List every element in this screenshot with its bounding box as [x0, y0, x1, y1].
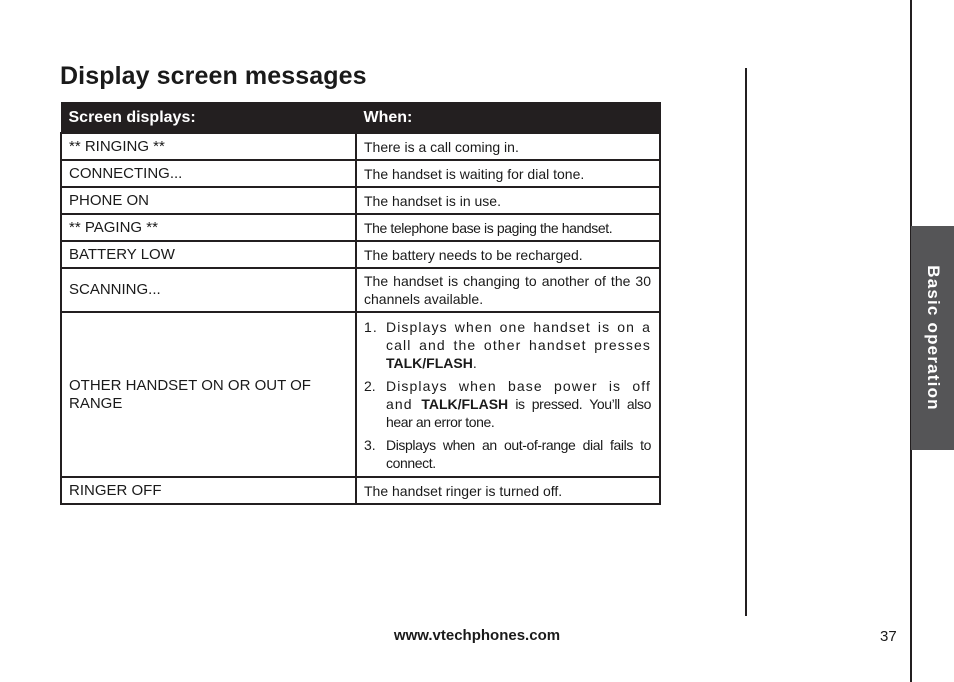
- key-name: TALK/FLASH: [421, 396, 509, 412]
- list-item: [364, 318, 651, 372]
- display-cell: SCANNING...: [61, 268, 356, 312]
- table-row: [61, 312, 660, 477]
- numbered-list: [364, 318, 651, 472]
- list-number: 3.: [364, 437, 376, 453]
- when-cell: The battery needs to be recharged.: [356, 241, 660, 268]
- when-cell: The handset is waiting for dial tone.: [356, 160, 660, 187]
- list-item-text: Displays when one handset is on a call and the other handset presses: [386, 319, 651, 353]
- page-number: 37: [880, 628, 897, 645]
- when-cell: [356, 312, 660, 477]
- when-cell: The handset is in use.: [356, 187, 660, 214]
- display-cell: BATTERY LOW: [61, 241, 356, 268]
- table-row: [61, 241, 660, 268]
- when-cell: The handset ringer is turned off.: [356, 477, 660, 504]
- list-item-text: Displays when an out-of-range dial fails to connect.: [386, 437, 651, 471]
- display-cell: PHONE ON: [61, 187, 356, 214]
- column-header-when: When:: [356, 103, 660, 134]
- display-cell: RINGER OFF: [61, 477, 356, 504]
- table-header-row: [61, 103, 660, 134]
- display-cell: OTHER HANDSET ON OR OUT OF RANGE: [61, 312, 356, 477]
- list-number: 1.: [364, 319, 378, 335]
- when-cell: The handset is changing to another of the 30 channels available.: [356, 268, 660, 312]
- key-name: TALK/FLASH: [386, 355, 473, 371]
- table-row: [61, 477, 660, 504]
- display-cell: ** PAGING **: [61, 214, 356, 241]
- list-item: [364, 436, 651, 472]
- page-title: Display screen messages: [60, 62, 367, 90]
- column-header-screen-displays: Screen displays:: [61, 103, 356, 134]
- table-row: [61, 160, 660, 187]
- list-item-text-after: .: [472, 355, 478, 371]
- when-cell: The telephone base is paging the handset.: [356, 214, 660, 241]
- list-item-text-after: is pressed. You’ll also hear an error tone.: [386, 396, 651, 430]
- messages-table: [60, 102, 661, 505]
- section-tab: [911, 226, 954, 450]
- section-tab-label: Basic operation: [923, 265, 943, 411]
- when-cell: There is a call coming in.: [356, 133, 660, 160]
- footer-url: www.vtechphones.com: [393, 627, 561, 644]
- column-divider: [745, 68, 747, 616]
- table-row: [61, 133, 660, 160]
- list-item: [364, 377, 651, 431]
- list-item-text: Displays when base power is off and: [386, 378, 651, 412]
- table-row: [61, 268, 660, 312]
- display-cell: ** RINGING **: [61, 133, 356, 160]
- table-row: [61, 214, 660, 241]
- table-row: [61, 187, 660, 214]
- display-cell: CONNECTING...: [61, 160, 356, 187]
- list-number: 2.: [364, 378, 376, 394]
